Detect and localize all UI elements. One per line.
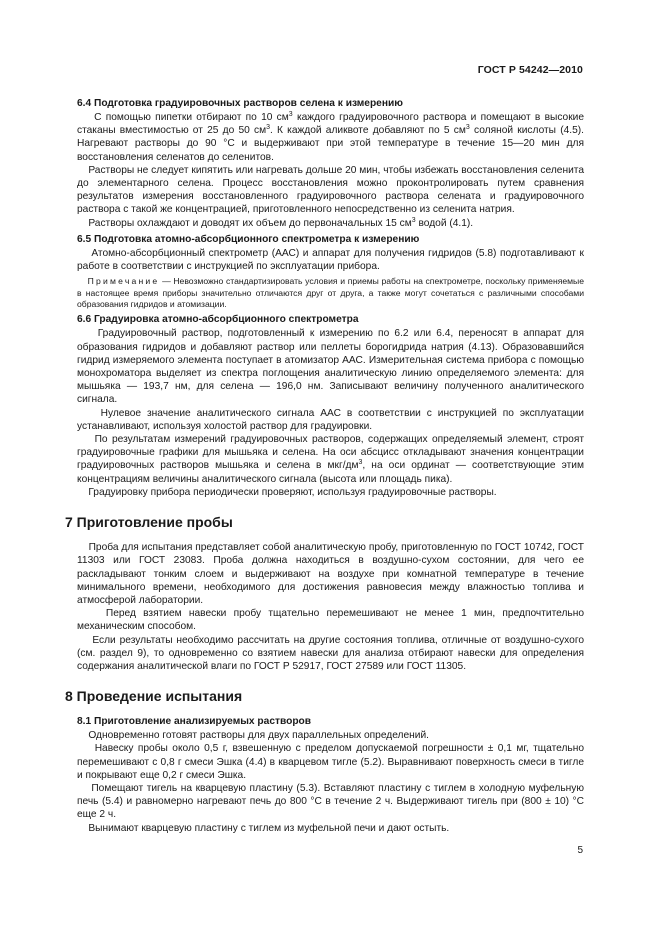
section-8-1-paragraph-1: Одновременно готовят растворы для двух параллельных определений. bbox=[88, 730, 430, 742]
section-6-6-paragraph-2: Нулевое значение аналитического сигнала ААС в соответствии с инструкцией по эксплуатации устанавливают, используя холостой раствор для градуировки. bbox=[77, 407, 585, 432]
section-8-1-paragraph-2: Навеску пробы около 0,5 г, взвешенную с пределом допускаемой погрешности ± 0,1 мг, тщательно перемешивают с 0,8 г смеси Эшка (4.4) в кварцевом тигле (5.2). Выравнивают поверхность смеси в тигле и покрывают еще 0,2 г смеси Эшка. bbox=[77, 743, 584, 781]
section-8-title: 8 Проведение испытания bbox=[65, 688, 243, 705]
page-number: 5 bbox=[577, 845, 583, 856]
section-7-paragraph-3: Если результаты необходимо рассчитать на другие состояния топлива, отличные от воздушно-сухого (см. раздел 9), то одновременно со взятием навески для анализа отбирают навески для определения содержания аналитической влаги по ГОСТ Р 52917, ГОСТ 27589 или ГОСТ 11305. bbox=[77, 634, 584, 672]
section-6-5-title: 6.5 Подготовка атомно-абсорбционного спектрометра к измерению bbox=[77, 233, 420, 245]
section-6-5-paragraph-1: Атомно-абсорбционный спектрометр (ААС) и аппарат для получения гидридов (5.8) подготавливают к работе в соответствии с инструкцией по эксплуатации прибора. bbox=[77, 247, 584, 273]
section-8-1-paragraph-4: Вынимают кварцевую пластину с тиглем из муфельной печи и дают остыть. bbox=[88, 822, 450, 834]
note-label: Примечание bbox=[87, 276, 160, 287]
section-6-6-paragraph-4: Градуировку прибора периодически проверяют, используя градуировочные растворы. bbox=[88, 486, 497, 498]
section-7-paragraph-1: Проба для испытания представляет собой аналитическую пробу, приготовленную по ГОСТ 10742, ГОСТ 11303 или ГОСТ 23083. Проба должна находиться в воздушно-сухом состоянии, для чего ее раскладывают тонким слоем и выдерживают на воздухе при комнатной температуре в течение минимального времени, необходимого для достижения равновесия между влажностью топлива и атмосферой лаборатории. bbox=[77, 542, 584, 606]
section-6-6-paragraph-1: Градуировочный раствор, подготовленный к измерению по 6.2 или 6.4, переносят в аппарат для образования гидридов и добавляют раствор или пеллеты борогидрида натрия (4.13). Образовавшийся гидрид измеряемого элемента поступает в атомизатор ААС. Измерительная система прибора с помощью монохроматора выделяет из спектра поглощения аналитическую линию определяемого элемента: для мышьяка — 193,7 нм, для селена — 196,0 нм. Записывают величину полученного аналитического сигнала. bbox=[77, 328, 585, 406]
section-6-4-paragraph-1: С помощью пипетки отбирают по 10 $см^3$ каждого градуировочного раствора и помещают в высокие стаканы вместимостью от 25 до 50 $см^3$. К каждой аликвоте добавляют по 5 $см^3$ соляной кислоты (4.5). Нагревают растворы до 90 °С и выдерживают при этой температуре в течение 15—20 мин для восстановления селенатов до селенитов. bbox=[77, 111, 585, 163]
page-content bbox=[65, 97, 585, 835]
section-6-4-paragraph-2: Растворы не следует кипятить или нагревать дольше 20 мин, чтобы избежать восстановления селенита до элементарного селена. Процесс восстановления можно проконтролировать путем сравнения результатов измерения восстановленного градуировочного раствора селената и градуировочного раствора с такой же концентрацией, приготовленного непосредственно из селенита натрия. bbox=[77, 164, 584, 216]
section-6-5-note: Примечание — Невозможно стандартизировать условия и приемы работы на спектрометре, поскольку применяемые в настоящее время приборы значительно отличаются друг от друга, а также могут сочетаться с различными способами образования гидридов и атомизации. bbox=[77, 276, 584, 310]
section-8-1-paragraph-3: Помещают тигель на кварцевую пластину (5.3). Вставляют пластину с тиглем в холодную муфельную печь (5.4) и равномерно нагревают печь до 800 °С в течение 2 ч. Выдерживают тигель при (800 ± 10) °С еще 2 ч. bbox=[77, 782, 584, 821]
section-7-title: 7 Приготовление пробы bbox=[65, 514, 233, 531]
section-6-4-title: 6.4 Подготовка градуировочных растворов селена к измерению bbox=[77, 98, 403, 109]
section-6-6-paragraph-3: По результатам измерений градуировочных растворов, содержащих определяемый элемент, строят градуировочные графики для мышьяка и селена. На оси абсцисс откладывают значения концентрации градуировочных растворов мышьяка и селена в мкг/$дм^3$, на оси ординат — соответствующие этим концентрациям величины аналитического сигнала (высота или площадь пика). bbox=[77, 434, 584, 485]
section-8-1-title: 8.1 Приготовление анализируемых растворов bbox=[77, 716, 312, 728]
section-7-paragraph-2: Перед взятием навески пробу тщательно перемешивают не менее 1 мин, предпочтительно механическим способом. bbox=[77, 608, 584, 633]
section-6-6-title: 6.6 Градуировка атомно-абсорбционного спектрометра bbox=[77, 314, 359, 326]
section-6-4-paragraph-3: Растворы охлаждают и доводят их объем до первоначальных 15 $см^3$ водой (4.1). bbox=[88, 216, 474, 229]
page-header-standard-number: ГОСТ Р 54242—2010 bbox=[477, 64, 583, 76]
